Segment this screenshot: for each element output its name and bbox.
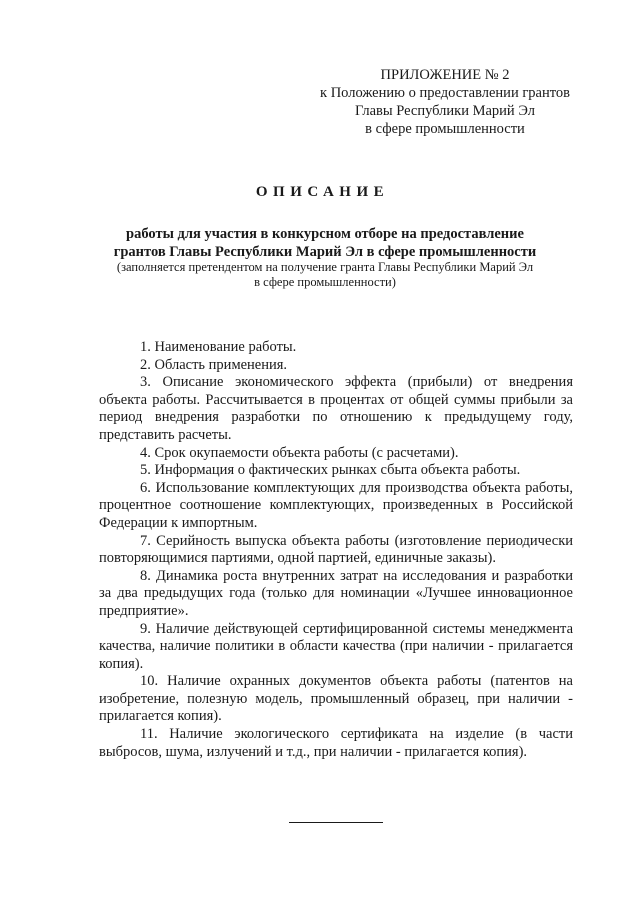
fill-in-note: [90, 260, 560, 290]
note-line: (заполняется претендентом на получение гранта Главы Республики Марий Эл: [116, 260, 534, 274]
list-item: 1. Наименование работы.: [140, 339, 297, 355]
list-item: 10. Наличие охранных документов объекта работы (патентов на изобретение, полезную модель, промышленный образец, при наличии - прилагается копия).: [99, 673, 573, 725]
document-title: ОПИСАНИЕ: [255, 184, 390, 200]
list-item: 6. Использование комплектующих для производства объекта работы, процентное соотношение комплектующих, произведенных в Российской Федерации к импортным.: [99, 479, 573, 531]
list-item: 9. Наличие действующей сертифицированной системы менеджмента качества, наличие политики в области качества (при наличии - прилагается копия).: [99, 620, 573, 672]
list-item: 8. Динамика роста внутренних затрат на исследования и разработки за два предыдущих года (только для номинации «Лучшее инновационное предприятие».: [99, 567, 573, 619]
list-item: 7. Серийность выпуска объекта работы (изготовление периодически повторяющимися партиями, одной партией, единичные заказы).: [99, 532, 573, 567]
list-item: 4. Срок окупаемости объекта работы (с расчетами).: [140, 444, 459, 461]
closing-divider: [289, 822, 383, 823]
note-line: в сфере промышленности): [254, 275, 396, 289]
numbered-item-list: [99, 339, 573, 761]
subtitle-line: грантов Главы Республики Марий Эл в сфере промышленности: [113, 244, 537, 260]
list-item: 3. Описание экономического эффекта (прибыли) от внедрения объекта работы. Рассчитывается в процентах от общей суммы прибыли за период внедрения разработки по отношению к предыдущему году, представить расчеты.: [99, 374, 573, 443]
appendix-header: [300, 66, 590, 138]
list-item: 5. Информация о фактических рынках сбыта объекта работы.: [140, 462, 521, 479]
appendix-reference-line: в сфере промышленности: [365, 121, 525, 137]
appendix-number: ПРИЛОЖЕНИЕ № 2: [380, 67, 510, 83]
list-item: 11. Наличие экологического сертификата на изделие (в части выбросов, шума, излучений и т.д., при наличии - прилагается копия).: [99, 726, 573, 760]
appendix-reference: к Положению о предоставлении грантов: [320, 85, 570, 101]
document-subtitle: [90, 225, 560, 261]
appendix-reference-line: Главы Республики Марий Эл: [355, 103, 535, 119]
subtitle-line: работы для участия в конкурсном отборе на предоставление: [126, 226, 524, 242]
list-item: 2. Область применения.: [140, 356, 288, 373]
